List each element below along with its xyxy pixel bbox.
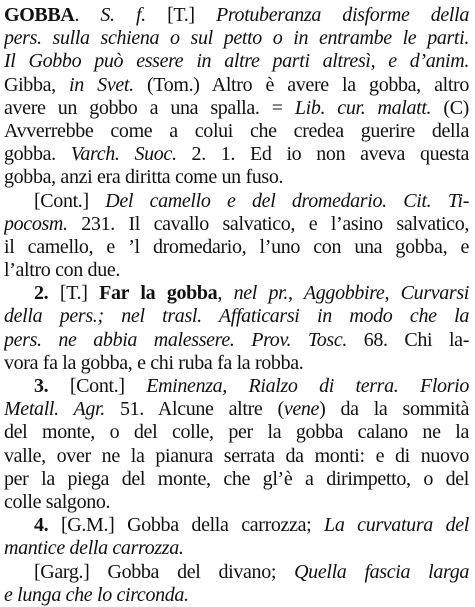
entry-text-run: 2. bbox=[34, 282, 60, 305]
entry-line bbox=[4, 120, 469, 143]
entry-text-run: Quella fascia larga bbox=[294, 560, 469, 583]
entry-line bbox=[4, 190, 469, 213]
entry-text-run: S. f. bbox=[100, 4, 146, 26]
entry-line bbox=[4, 514, 469, 537]
entry-line bbox=[4, 445, 469, 468]
entry-text-run: Eminenza, Rialzo di terra. Florio bbox=[146, 375, 469, 397]
entry-text-run: . bbox=[74, 4, 101, 26]
entry-text-run: pers. ne abbia malessere. Prov. Tosc. bbox=[4, 328, 348, 351]
entry-text-run: pocosm. bbox=[4, 212, 68, 235]
entry-line bbox=[4, 537, 469, 560]
entry-text-run: [Garg.] Gobba del divano; bbox=[34, 560, 295, 583]
entry-text-run: 231. Il cavallo salvatico, e l’asino salvatico, bbox=[67, 212, 469, 235]
entry-text-run: Avverrebbe come a colui che credea guerire della bbox=[4, 119, 469, 142]
entry-text-run: pers. sulla schiena o sul petto o in entrambe le parti. bbox=[4, 27, 469, 50]
entry-line bbox=[4, 468, 469, 491]
entry-line bbox=[4, 305, 469, 328]
entry-text-run: nel pr., Aggobbire, Curvarsi bbox=[233, 282, 469, 305]
entry-text-run: il camello, e ’l dromedario, l’uno con una gobba, e bbox=[4, 235, 469, 258]
entry-line bbox=[4, 259, 469, 282]
entry-text-run: ) da la sommità bbox=[319, 398, 469, 421]
entry-text-run: mantice della carrozza. bbox=[4, 537, 184, 560]
entry-line bbox=[4, 166, 469, 189]
entry-text-run: GOBBA bbox=[4, 4, 75, 26]
entry-text-run: della pers.; nel trasl. Affaticarsi in modo che la bbox=[4, 305, 469, 328]
entry-text-run: Far la gobba bbox=[99, 282, 218, 305]
entry-text-run: Lib. cur. malatt. bbox=[294, 96, 432, 119]
entry-text-run: valle, over ne la pianura serrata da monti: e di nuovo bbox=[4, 444, 469, 467]
entry-line bbox=[4, 282, 469, 305]
entry-line bbox=[4, 421, 469, 444]
entry-line bbox=[4, 398, 469, 421]
entry-line bbox=[4, 329, 469, 352]
entry-text-run: per la piega del monte, che gl’è a dirimpetto, o del bbox=[4, 467, 469, 490]
entry-line bbox=[4, 375, 469, 398]
entry-line bbox=[4, 213, 469, 236]
entry-text-run: vora fa la gobba, e chi ruba fa la robba. bbox=[4, 351, 304, 374]
entry-text-run: Metall. Agr. bbox=[4, 398, 105, 421]
entry-line bbox=[4, 50, 469, 73]
entry-text-run: l’altro con due. bbox=[4, 259, 121, 282]
entry-line bbox=[4, 4, 469, 27]
entry-text-run: Del camello e del dromedario. Cit. Ti- bbox=[105, 189, 469, 212]
entry-text-run: [G.M.] Gobba della carrozza; bbox=[61, 514, 325, 537]
entry-line bbox=[4, 97, 469, 120]
entry-text-run: 4. bbox=[34, 514, 61, 537]
entry-text-run: 68. Chi la- bbox=[347, 328, 469, 351]
entry-text-run: in Svet. bbox=[69, 73, 134, 96]
dictionary-entry-gobba bbox=[4, 4, 469, 607]
entry-line bbox=[4, 74, 469, 97]
entry-line bbox=[4, 27, 469, 50]
entry-text-run: 51. Alcune altre ( bbox=[104, 398, 284, 421]
entry-text-run: 2. 1. Ed io non aveva questa bbox=[176, 143, 469, 166]
entry-text-run: avere un gobbo a una spalla. = bbox=[4, 96, 295, 119]
entry-text-run: vene bbox=[283, 398, 320, 421]
entry-line bbox=[4, 491, 469, 514]
entry-text-run: [T.] bbox=[145, 4, 216, 26]
entry-text-run: Gibba, bbox=[4, 73, 70, 96]
entry-line bbox=[4, 143, 469, 166]
entry-line bbox=[4, 236, 469, 259]
entry-text-run: [T.] bbox=[59, 282, 100, 305]
entry-text-run: , bbox=[217, 282, 234, 305]
entry-text-run: (Tom.) Altro è avere la gobba, altro bbox=[133, 73, 469, 96]
entry-text-run: [Cont.] bbox=[34, 189, 106, 212]
entry-line bbox=[4, 584, 469, 607]
entry-text-run: Il Gobbo può essere in altre parti altresì, e d’anim. bbox=[4, 50, 469, 73]
entry-line bbox=[4, 352, 469, 375]
entry-text-run: (C) bbox=[431, 96, 469, 119]
entry-text-run: Protuberanza disforme della bbox=[215, 4, 469, 26]
entry-text-run: e lunga che lo circonda. bbox=[4, 583, 189, 606]
entry-text-run: del monte, o del colle, per la gobba calano ne la bbox=[4, 421, 469, 444]
entry-text-run: gobba, anzi era diritta come un fuso. bbox=[4, 166, 284, 189]
entry-text-run: Varch. Suoc. bbox=[70, 143, 177, 166]
entry-text-run: La curvatura del bbox=[324, 514, 469, 537]
entry-text-run: 3. bbox=[34, 375, 70, 397]
entry-text-run: [Cont.] bbox=[69, 375, 147, 397]
entry-text-run: gobba. bbox=[4, 143, 71, 166]
entry-text-run: colle salgono. bbox=[4, 490, 111, 513]
entry-line bbox=[4, 561, 469, 584]
